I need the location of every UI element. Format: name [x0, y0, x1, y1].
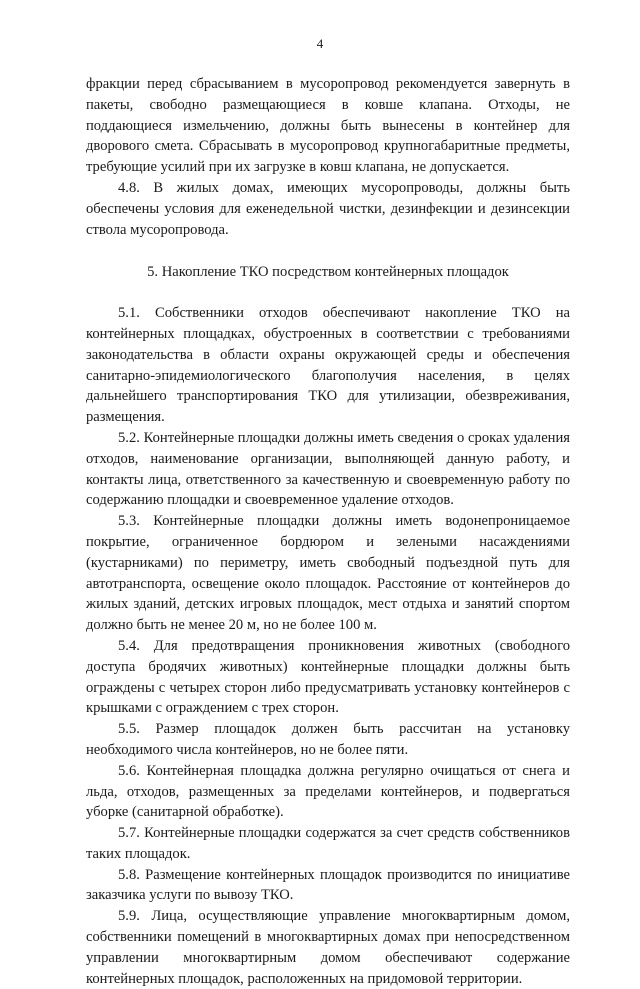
paragraph-4-8: 4.8. В жилых домах, имеющих мусоропроводы, должны быть обеспечены условия для еженедельной чистки, дезинфекции и дезинсекции ствола мусоропровода.	[86, 179, 570, 238]
paragraph-continuation: фракции перед сбрасыванием в мусоропровод рекомендуется завернуть в пакеты, свободно размещающиеся в ковше клапана. Отходы, не поддающиеся измельчению, должны быть вынесены в контейнер для дворового смета. Сбрасывать в мусоропровод крупногабаритные предметы, требующие усилий при их загрузке в ковш клапана, не допускается.	[86, 76, 570, 176]
paragraph-5-5: 5.5. Размер площадок должен быть рассчитан на установку необходимого числа контейнеров, но не более пяти.	[86, 721, 570, 758]
paragraph-5-8: 5.8. Размещение контейнерных площадок производится по инициативе заказчика услуги по вывозу ТКО.	[86, 866, 570, 904]
paragraph-5-3: 5.3. Контейнерные площадки должны иметь водонепроницаемое покрытие, ограниченное бордюром и зелеными насаждениями (кустарниками) по периметру, иметь свободный подъездной путь для автотранспорта, освещение около площадок. Расстояние от контейнеров до жилых зданий, детских игровых площадок, мест отдыха и занятий спортом должно быть не менее 20 м, но не более 100 м.	[86, 513, 570, 634]
document-body	[86, 74, 570, 989]
page-number: 4	[316, 36, 324, 51]
paragraph-5-7: 5.7. Контейнерные площадки содержатся за счет средств собственников таких площадок.	[86, 825, 570, 862]
section-heading: 5. Накопление ТКО посредством контейнерных площадок	[147, 264, 509, 281]
paragraph-5-9: 5.9. Лица, осуществляющие управление многоквартирным домом, собственники помещений в многоквартирных домах при непосредственном управлении многоквартирным домом обеспечивают содержание контейнерных площадок, расположенных на придомовой территории.	[86, 908, 570, 987]
paragraph-5-4: 5.4. Для предотвращения проникновения животных (свободного доступа бродячих животных) контейнерные площадки должны быть ограждены с четырех сторон либо предусматривать установку контейнеров с крышками с ограждением с трех сторон.	[86, 637, 570, 717]
paragraph-5-1: 5.1. Собственники отходов обеспечивают накопление ТКО на контейнерных площадках, обустроенных в соответствии с требованиями законодательства в области охраны окружающей среды и обеспечения санитарно-эпидемиологического благополучия населения, в целях дальнейшего транспортирования ТКО для утилизации, обезвреживания, размещения.	[86, 305, 570, 426]
paragraph-5-6: 5.6. Контейнерная площадка должна регулярно очищаться от снега и льда, отходов, размещенных за пределами контейнеров, и подвергаться уборке (санитарной обработке).	[86, 762, 570, 821]
paragraph-5-2: 5.2. Контейнерные площадки должны иметь сведения о сроках удаления отходов, наименование организации, выполняющей данную работу, и контакты лица, ответственного за качественную и своевременную работу по содержанию площадки и своевременное удаление отходов.	[86, 429, 570, 509]
